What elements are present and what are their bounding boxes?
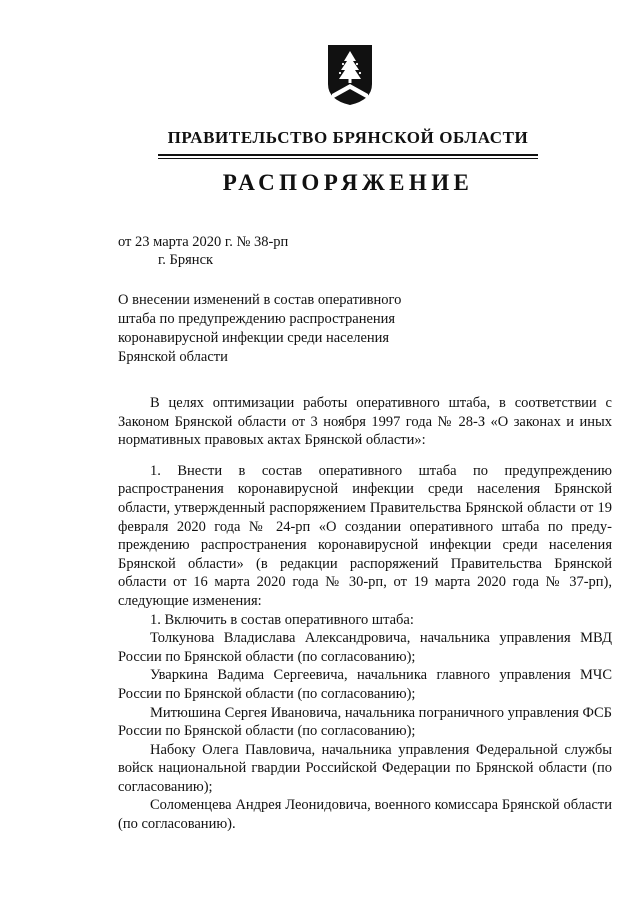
- date-number-line: от 23 марта 2020 г. № 38-рп: [118, 234, 289, 250]
- member-paragraph: Набоку Олега Павловича, начальника управления Федеральной службы войск национальной гвардии Российской Федерации по Брянской области (по согласованию);: [118, 741, 612, 795]
- government-title: ПРАВИТЕЛЬСТВО БРЯНСКОЙ ОБЛАСТИ: [167, 128, 529, 147]
- member-paragraph: Соломенцева Андрея Леонидовича, военного комиссара Брянской области (по согласованию).: [118, 797, 612, 833]
- city-line: г. Брянск: [158, 252, 214, 268]
- subitem-1-paragraph: 1. Включить в состав оперативного штаба:: [150, 611, 414, 628]
- subject-line: коронавирусной инфекции среди населения: [118, 330, 390, 346]
- subject-line: штаба по предупреждению распространения: [118, 311, 396, 327]
- header-rule-thin: [158, 158, 538, 159]
- bryansk-coat-of-arms-icon: [326, 44, 374, 106]
- subject-line: О внесении изменений в состав оперативного: [118, 292, 402, 308]
- item-1-paragraph: 1. Внести в состав оперативного штаба по предупреждению распространения коронавирусной инфекции среди населения Брянской области, утвержденный распоряжением Правительства Брянской области от 19 февраля 2020 года № 24-рп «О создании оперативного штаба по преду-преждению распространения коронавирусной инфекции среди населения Брянской области» (в редакции распоряжений Правительства Брянской области от 16 марта 2020 года № 30-рп, от 19 марта 2020 года № 37-рп), следующие изменения:: [118, 462, 612, 609]
- document-type: РАСПОРЯЖЕНИЕ: [222, 170, 474, 195]
- document-subject: [118, 291, 401, 367]
- header-rule-thick: [158, 154, 538, 156]
- document-body: [118, 394, 612, 834]
- subject-line: Брянской области: [118, 349, 228, 365]
- member-paragraph: Толкунова Владислава Александровича, начальника управления МВД России по Брянской области (по согласованию);: [118, 630, 612, 665]
- member-paragraph: Уваркина Вадима Сергеевича, начальника главного управления МЧС России по Брянской области (по согласованию);: [118, 667, 612, 702]
- preamble-paragraph: В целях оптимизации работы оперативного штаба, в соответствии с Законом Брянской области от 3 ноября 1997 года № 28-З «О законах и иных нормативных правовых актах Брянской области»:: [118, 395, 612, 449]
- member-paragraph: Митюшина Сергея Ивановича, начальника пограничного управления ФСБ России по Брянской области (по согласованию);: [118, 704, 612, 740]
